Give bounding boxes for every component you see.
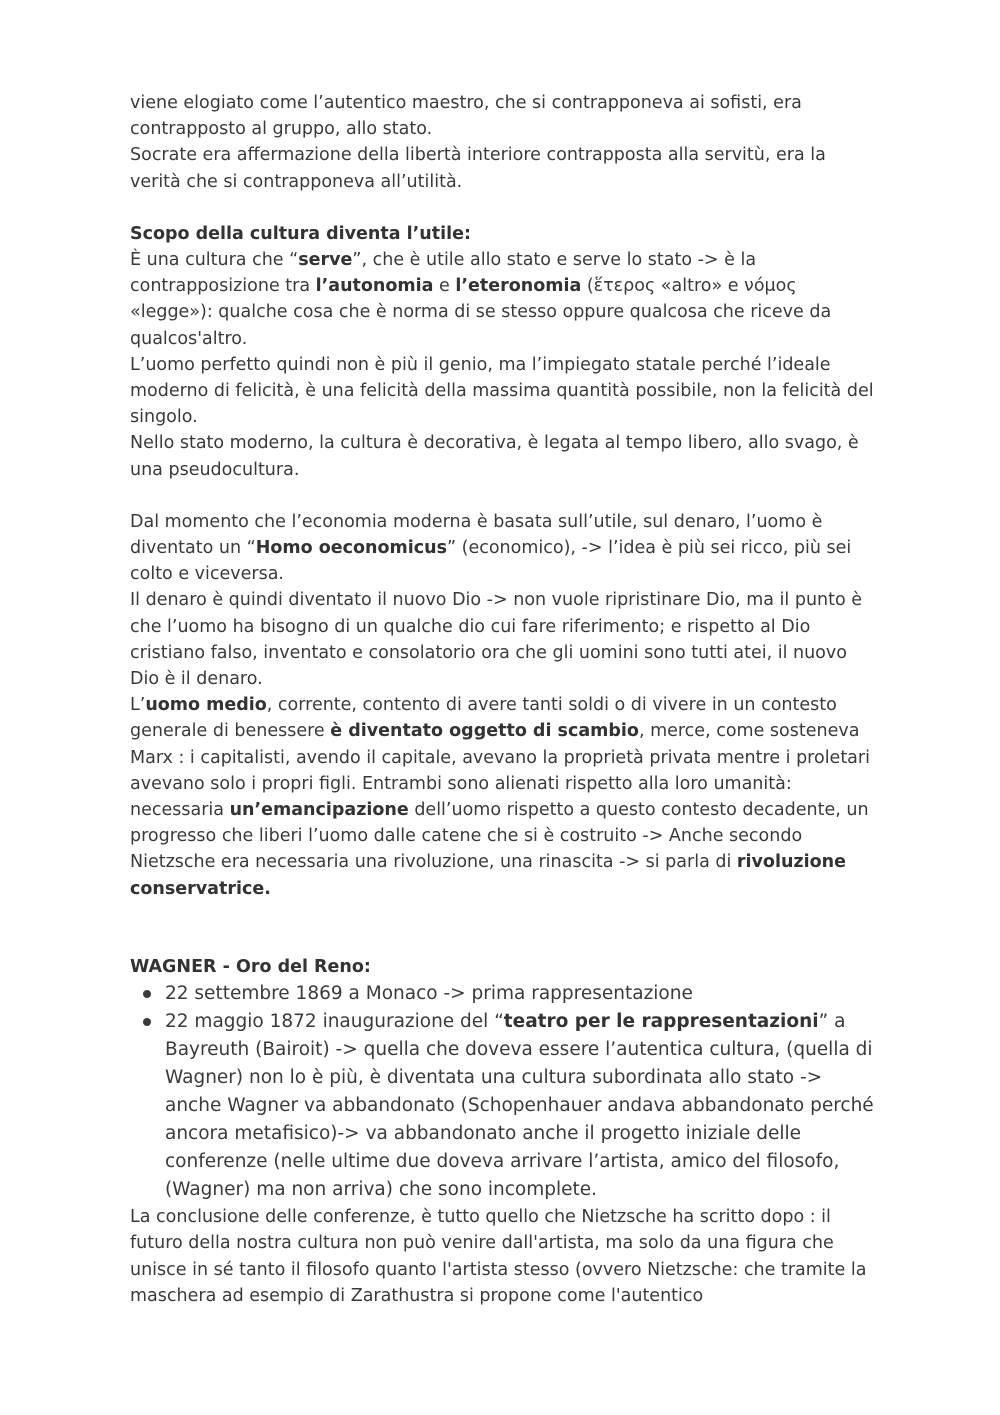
text-segment: L’ — [130, 695, 146, 716]
heading-scopo-cultura — [130, 221, 875, 247]
blank-line — [130, 902, 875, 954]
bold-segment: l’autonomia — [315, 276, 434, 297]
paragraph-homo-oeconomicus — [130, 509, 875, 588]
text-segment: Nello stato moderno, la cultura è decorativa, è legata al tempo libero, allo svago, è una pseudocultura. — [130, 433, 859, 480]
bold-segment: teatro per le rappresentazioni — [503, 1011, 819, 1033]
text-segment: , merce, come sosteneva Marx : i capitalisti, avendo il capitale, avevano la proprietà privata mentre i proletari avevano solo i propri figli. Entrambi sono alienati rispetto alla loro umanità: necessaria — [130, 721, 870, 821]
text-segment: viene elogiato come l’autentico maestro, che si contrapponeva ai sofisti, era contrapposto al gruppo, allo stato. — [130, 93, 802, 140]
paragraph-denaro-dio — [130, 587, 875, 692]
text-segment: Il denaro è quindi diventato il nuovo Dio -> non vuole ripristinare Dio, ma il punto è che l’uomo ha bisogno di un qualche dio cui fare riferimento; e rispetto al Dio cristiano falso, inventato e consolatorio ora che gli uomini sono tutti atei, il nuovo Dio è il denaro. — [130, 590, 863, 690]
paragraph-cultura-serve — [130, 247, 875, 352]
blank-line — [130, 483, 875, 509]
paragraph-stato-moderno — [130, 430, 875, 482]
bold-segment: Homo oeconomicus — [255, 538, 447, 559]
paragraph-socrates-master — [130, 90, 875, 142]
bold-segment: un’emancipazione — [229, 800, 409, 821]
heading-text: WAGNER - Oro del Reno: — [130, 956, 371, 977]
text-segment: La conclusione delle conferenze, è tutto quello che Nietzsche ha scritto dopo : il futuro della nostra cultura non può venire dall'artista, ma solo da una figura che unisce in sé tanto il filosofo quanto l'artista stesso (ovvero Nietzsche: che tramite la maschera ad esempio di Zarathustra si propone come l'autentico — [130, 1207, 867, 1306]
text-segment: dell’uomo rispetto a questo contesto decadente, un progresso che liberi l’uomo dalle catene che si è costruito -> Anche secondo Nietzsche era necessaria una rivoluzione, una rinascita -> si parla di — [130, 800, 869, 873]
text-segment: 22 settembre 1869 a Monaco -> prima rappresentazione — [165, 983, 693, 1005]
paragraph-socrates-freedom — [130, 142, 875, 194]
paragraph-uomo-medio — [130, 692, 875, 902]
text-segment: Socrate era affermazione della libertà interiore contrapposta alla servitù, era la verità che si contrapponeva all’utilità. — [130, 145, 826, 192]
bold-segment: uomo medio — [145, 695, 267, 716]
text-segment: È una cultura che “ — [130, 250, 299, 271]
paragraph-conclusione — [130, 1204, 875, 1309]
bold-segment: serve — [298, 250, 353, 271]
text-segment: e — [433, 276, 456, 297]
heading-text: Scopo della cultura diventa l’utile: — [130, 223, 471, 244]
text-segment: L’uomo perfetto quindi non è più il genio, ma l’impiegato statale perché l’ideale moderno di felicità, è una felicità della massima quantità possibile, non la felicità del singolo. — [130, 354, 874, 428]
list-item — [165, 1008, 875, 1204]
paragraph-uomo-perfetto — [130, 352, 875, 431]
heading-wagner — [130, 954, 875, 980]
bold-segment: l’eteronomia — [455, 276, 582, 297]
blank-line — [130, 195, 875, 221]
text-segment: ” a Bayreuth (Bairoit) -> quella che doveva essere l’autentica cultura, (quella di Wagner) non lo è più, è diventata una cultura subordinata allo stato -> anche Wagner va abbandonato (Schopenhauer andava abbandonato perché ancora metafisico)-> va abbandonato anche il progetto iniziale delle conferenze (nelle ultime due doveva arrivare l’artista, amico del filosofo, (Wagner) ma non arriva) che sono incomplete. — [165, 1011, 874, 1201]
text-segment: Dal momento che l’economia moderna è basata sull’utile, sul denaro, l’uomo è diventato un “ — [130, 511, 823, 559]
bold-segment: è diventato oggetto di scambio — [330, 721, 639, 742]
bullet-list — [130, 980, 875, 1204]
document-page — [130, 90, 875, 1309]
text-segment: ” (economico), -> l’idea è più sei ricco, più sei colto e viceversa. — [130, 538, 852, 585]
text-segment: (ἕτερος «altro» e νόμος «legge»): qualche cosa che è norma di se stesso oppure qualcosa che riceve da qualcos'altro. — [130, 276, 832, 349]
text-segment: ”, che è utile allo stato e serve lo stato -> è la contrapposizione tra — [130, 250, 757, 297]
list-item — [165, 980, 875, 1008]
bold-segment: rivoluzione conservatrice. — [130, 852, 846, 899]
text-segment: , corrente, contento di avere tanti soldi o di vivere in un contesto generale di benessere — [130, 695, 837, 742]
text-segment: 22 maggio 1872 inaugurazione del “ — [165, 1011, 504, 1033]
